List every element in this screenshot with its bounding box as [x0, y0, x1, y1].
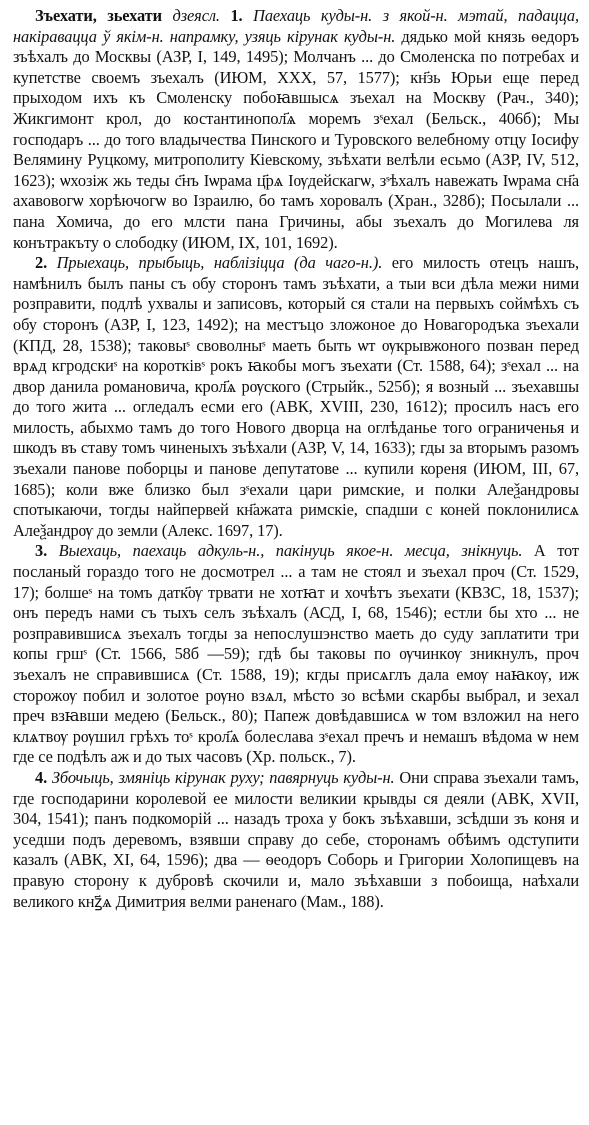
sense-gloss: Паехаць куды-н. з якой-н. мэтай, падацца, накіравацца ў якім-н. напрамку, узяць кірунак куды-н. — [13, 6, 579, 46]
sense-gloss: Выехаць, паехаць адкуль-н., пакінуць якое-н. месца, знікнуць. — [47, 541, 523, 561]
entry-sense-1 — [13, 6, 579, 253]
sense-citations: дядько мой князь ѳедоръ зъѣхалъ до Москвы (АЗР, I, 149, 1495); Молчанъ ... до Смоленска по потребах и купетстве своемъ зъехалъ (ИЮМ, XXX, 57, 1577); кн҃зь Юрьи еще перед прыходом ихъ къ Смоленску побоꙗвшысѧ зъехал на Москву (Рач., 340); Жикгимонт крол, до костантинопол҃ѧ моремъ зˢехал (Бельск., 406б); Мы господаръ ... до того владычества Пинского и Туровского велебному отцу Іосифу Велямину Руцкому, митрополиту Кіевскому, зъѣхати велѣли есьмо (АЗР, IV, 512, 1623); ѡхозіж жь теды с҃нъ Іѡрама ц҃рѧ Іѹдейскагѡ, зˢѣхалъ навежать Іѡрама сн҃а ахавовогѡ хорѣючогѡ во Ізраилю, бо тамъ хоровалъ (Хран., 328б); Посылали ... пана Хомича, до его млсти пана Гричины, абы зъехалъ до Могилева ля конътракъту о слободку (ИЮМ, IX, 101, 1692). — [13, 26, 579, 252]
headword: Зъехати, зьехати — [35, 6, 162, 25]
dictionary-page — [13, 6, 579, 912]
entry-sense-3 — [13, 541, 579, 768]
entry-sense-2 — [13, 253, 579, 541]
entry-sense-4 — [13, 768, 579, 912]
sense-gloss: Прыехаць, прыбыць, наблізіцца (да чаго-н.). — [47, 253, 383, 273]
part-of-speech: дзеясл. — [161, 6, 231, 25]
sense-gloss: Збочыць, змяніць кірунак руху; павярнуць куды-н. — [47, 767, 395, 787]
sense-number: 3. — [35, 541, 48, 561]
sense-citations: Они справа зъехали тамъ, где господарини королевой ее милости великии крывды ся деяли (АВК, XVII, 304, 1541); панъ подкоморій ... назадъ троха у бокъ зъѣхавши, зсѣдши зъ коня и уседши подъ деревомъ, взявши справу до себе, сторонамъ обѣимъ одступити казалъ (АВК, XI, 64, 1596); два — ѳеодоръ Соборь и Григории Холопищевъ на правую сторону к дубровѣ скочили и, мало зъѣхавши з побоища, наѣхали великого кнꙁ҃ѧ Димитрия велми раненаго (Мам., 188). — [13, 767, 579, 911]
sense-citations: его милость отецъ нашъ, намѣнилъ былъ паны съ обу сторонъ тамъ зъѣхати, а тыи вси дѣла межи ними розправити, подлѣ ухвалы и записовъ, который ся стали на первыхъ соймѣхъ съ обу сторонъ (АЗР, I, 123, 1492); на местъцо зложоное до Новагородъка зъехали (КПД, 28, 1538); таковыˢ своволныˢ маеть быть ѡт ѹкрывжоного позван перед врѧд кгродскиˢ на коротківˢ рокъ ꙗкобы могъ зъехати (Ст. 1588, 64); зˢехал ... на двор данила романовича, крол҃ѧ рѹского (Стрыйк., 525б); я возный ... зъехавшы до того жита ... огледалъ есми его (АВК, XVIII, 230, 1612); просилъ насъ его милость, абыхмо тамъ до того Нового дворца на оглѣданье того ограниченья и шкодъ въ ставу томъ чиненыхъ зъѣхали (АЗР, V, 14, 1633); гды за вторымъ разомъ зъехали панове поборцы и панове депутатове ... купили кореня (ИЮМ, III, 67, 1685); коли вже близко был зˢехали цари римские, и полки Алеѯандровы спотыкаючи, тогды найпервей кн҃ажата римскіе, спадши с коней поклонилисѧ Алеѯандрѹ до земли (Алекс. 1697, 17). — [13, 253, 579, 540]
sense-number: 1. — [230, 6, 243, 25]
sense-number: 4. — [35, 767, 48, 787]
sense-citations: А тот посланый гораздо того не досмотрел ... а там не стоял и зъехал проч (Ст. 1529, 17); болшеˢ на томъ датк҃ѹ трвати не хотꙗт и хочѣтъ зъехати (КВЗС, 18, 1537); онъ передъ нами съ тыхъ селъ зъѣхалъ (АСД, I, 68, 1546); естли бы хто ... не розправившисѧ зъехалъ тогды за непослушэнство маеть до суду заплатити три копы гршˢ (Ст. 1566, 58б —59); гдѣ бы таковы по ѹчинкѹ зникнулъ, проч зъехалъ не справившисѧ (Ст. 1588, 19); кгды присѧглъ дала емѹ наꙗкѹ, иж сторожѹ побил и золотое рѹно взѧл, мѣсто зо всѣми скарбы выбрал, и зехал преч взꙗвши медею (Бельск., 80); Папеж довѣдавшисѧ ѡ том взложил на него клѧтвѹ рѹшил грѣхъ тоˢ крол҃ѧ болеслава зˢехал пречъ и немашъ вѣдома ѡ нем где се подѣлъ аж и до тых часовъ (Хр. польск., 7). — [13, 541, 579, 767]
sense-number: 2. — [35, 253, 48, 273]
